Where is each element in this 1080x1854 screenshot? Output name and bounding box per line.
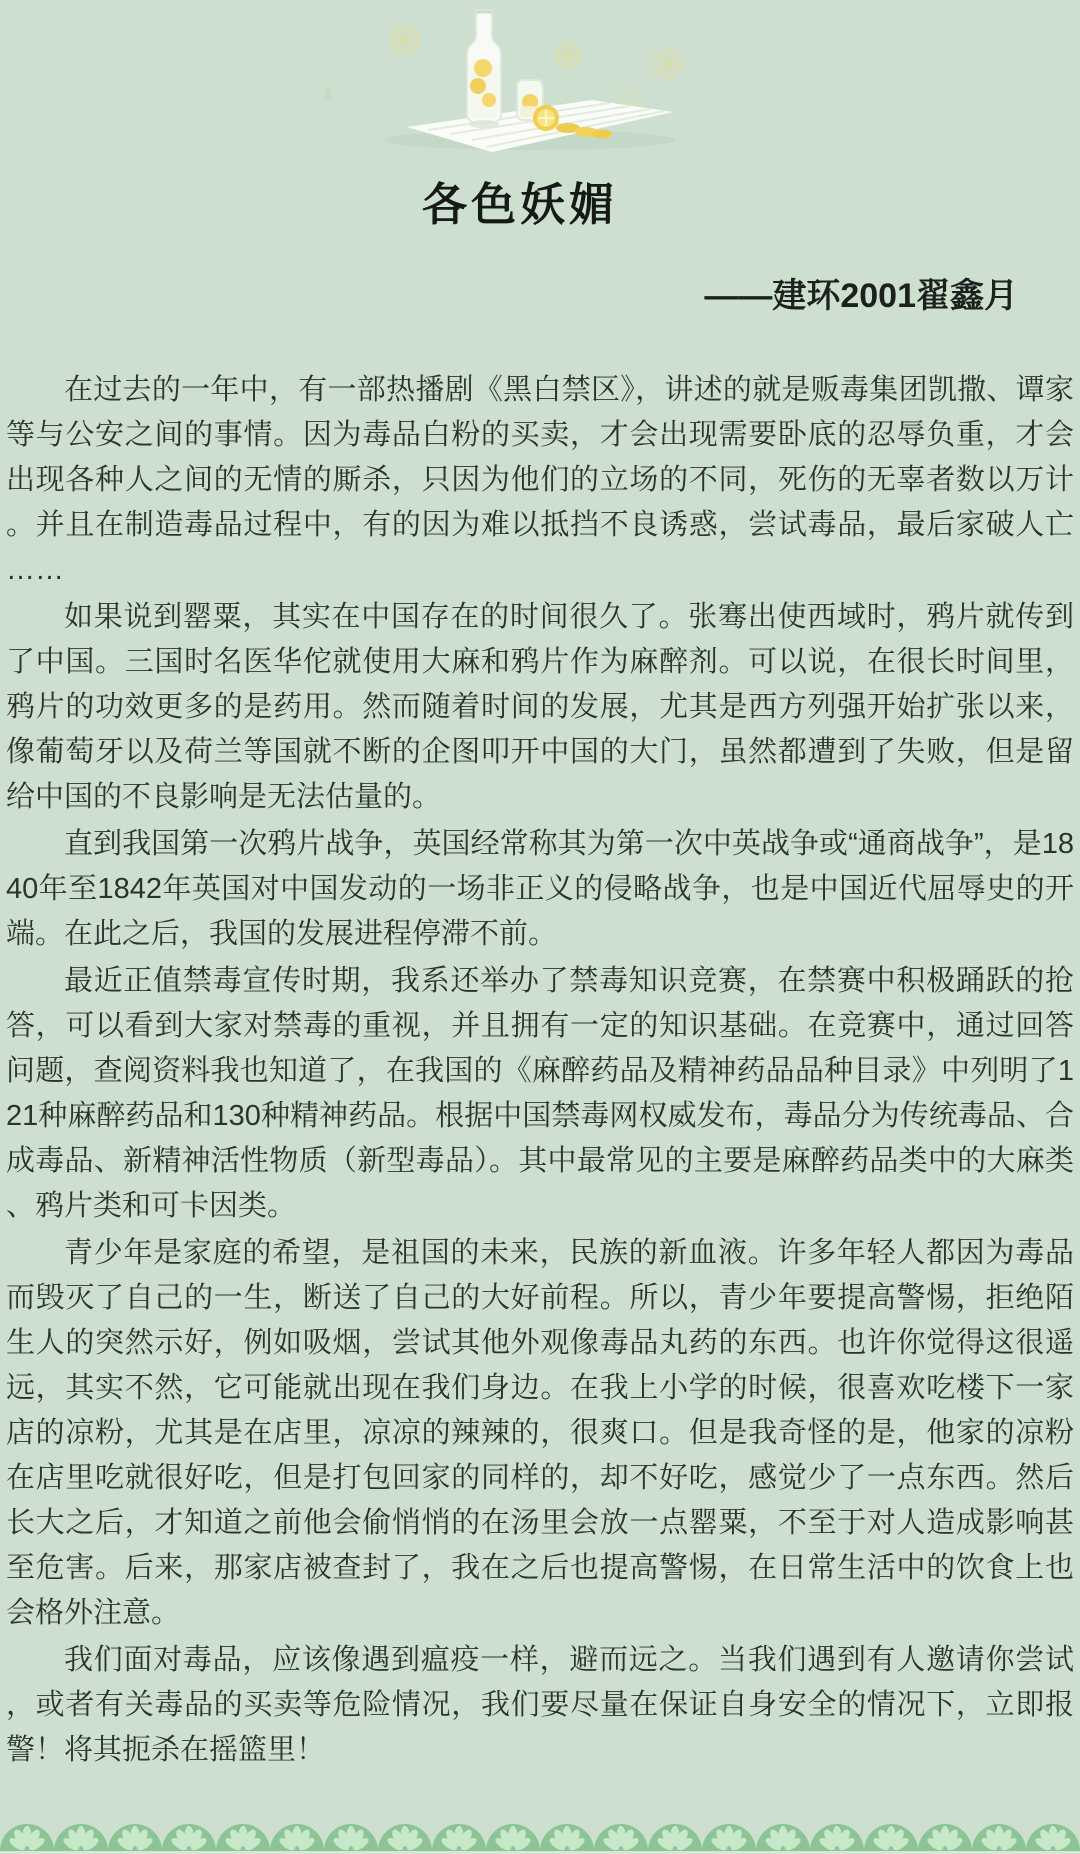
article-byline: ——建环2001翟鑫月 [704,277,1018,315]
page-title: 各色妖媚 [421,179,618,230]
sparkle-motif [325,87,331,99]
article-paragraph: 如果说到罂粟，其实在中国存在的时间很久了。张骞出使西域时，鸦片就传到了中国。三国时名医华佗就使用大麻和鸦片作为麻醉剂。可以说，在很长时间里，鸦片的功效更多的是药用。然而随着时间的发展，尤其是西方列强开始扩张以来，像葡萄牙以及荷兰等国就不断的企图叩开中国的大门，虽然都遭到了失败，但是留给中国的不良影响是无法估量的。 [6,601,1074,813]
scallop-border [0,1820,1080,1854]
lemon-slice-motif [655,51,681,77]
article-paragraph: 青少年是家庭的希望，是祖国的未来，民族的新血液。许多年轻人都因为毒品而毁灭了自己的一生，断送了自己的大好前程。所以，青少年要提高警惕，拒绝陌生人的突然示好，例如吸烟，尝试其他外观像毒品丸药的东西。也许你觉得这很遥远，其实不然，它可能就出现在我们身边。在我上小学的时候，很喜欢吃楼下一家店的凉粉，尤其是在店里，凉凉的辣辣的，很爽口。但是我奇怪的是，他家的凉粉在店里吃就很好吃，但是打包回家的同样的，却不好吃，感觉少了一点东西。然后长大之后，才知道之前他会偷悄悄的在汤里会放一点罂粟，不至于对人造成影响甚至危害。后来，那家店被查封了，我在之后也提高警惕，在日常生活中的饮食上也会格外注意。 [6,1237,1074,1629]
lemon-slice-motif [556,43,580,67]
lemonade-illustration [300,0,700,160]
article-paragraph: 我们面对毒品，应该像遇到瘟疫一样，避而远之。当我们遇到有人邀请你尝试，或者有关毒品的买卖等危险情况，我们要尽量在保证自身安全的情况下，立即报警！将其扼杀在摇篮里！ [6,1644,1074,1766]
lemonade-bottle-icon [467,10,501,128]
article-paragraph: 最近正值禁毒宣传时期，我系还举办了禁毒知识竞赛，在禁赛中积极踊跃的抢答，可以看到大家对禁毒的重视，并且拥有一定的知识基础。在竞赛中，通过回答问题，查阅资料我也知道了，在我国的《麻醉药品及精神药品品种目录》中列明了121种麻醉药品和130种精神药品。根据中国禁毒网权威发布，毒品分为传统毒品、合成毒品、新精神活性物质（新型毒品）。其中最常见的主要是麻醉药品类中的大麻类、鸦片类和可卡因类。 [6,965,1074,1222]
lemon-slice-motif [392,27,418,53]
article-body [6,368,1074,1775]
article-paragraph: 在过去的一年中，有一部热播剧《黑白禁区》，讲述的就是贩毒集团凯撒、谭家等与公安之间的事情。因为毒品白粉的买卖，才会出现需要卧底的忍辱负重，才会出现各种人之间的无情的厮杀，只因为他们的立场的不同，死伤的无辜者数以万计。并且在制造毒品过程中，有的因为难以抵挡不良诱惑，尝试毒品，最后家破人亡…… [6,374,1074,586]
article-paragraph: 直到我国第一次鸦片战争，英国经常称其为第一次中英战争或“通商战争”，是1840年至1842年英国对中国发动的一场非正义的侵略战争，也是中国近代屈辱史的开端。在此之后，我国的发展进程停滞不前。 [6,828,1074,950]
